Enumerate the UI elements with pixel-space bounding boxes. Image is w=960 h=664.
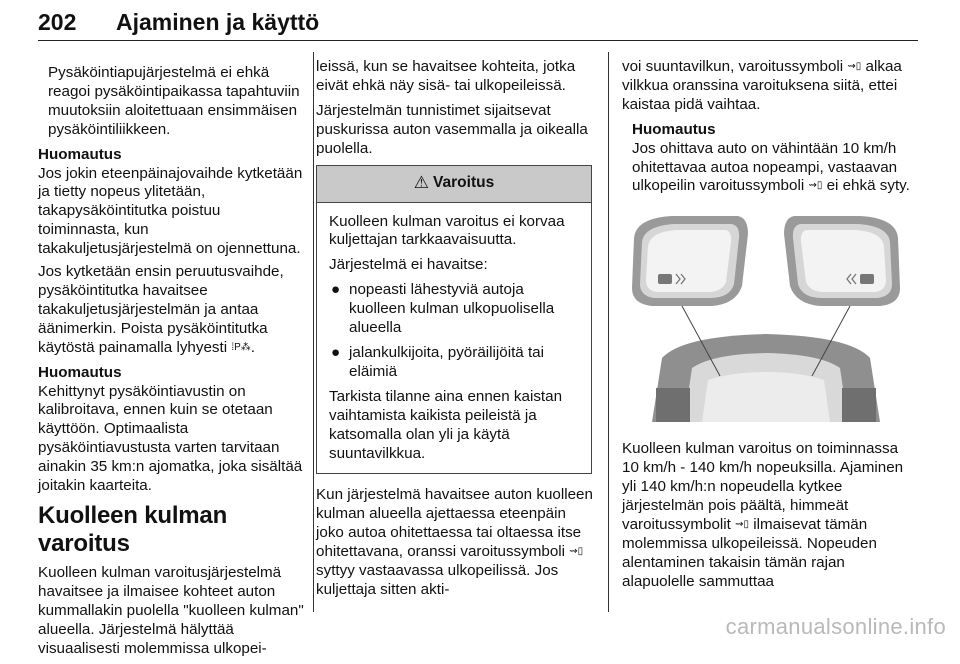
warning-icon: ⚠ xyxy=(413,173,430,193)
note xyxy=(38,146,306,259)
paragraph-text: Kun järjestelmä havaitsee auton kuolleen kulman alueella ajettaessa eteenpäin joko autoa ohitettaessa tai oltaessa itse ohitettavana, oranssi varoitussymboli xyxy=(316,486,593,561)
page-header xyxy=(38,6,918,41)
bullet-icon: ● xyxy=(331,343,341,361)
column-1 xyxy=(38,64,306,664)
parking-button-icon: ⁞P⁂ xyxy=(231,341,251,353)
section-title: Kuolleen kulman varoitus xyxy=(38,501,228,557)
bullet-icon: ● xyxy=(331,281,341,299)
paragraph xyxy=(622,440,910,591)
blind-spot-icon: ⇝▯ xyxy=(847,61,862,72)
warning-paragraph: Tarkista tilanne aina ennen kaistan vaihtamista kaikista peileistä ja katsomalla olan yli ja käytä suuntavilkkua. xyxy=(329,387,563,462)
car-rear-image xyxy=(652,334,880,422)
list-item-text: nopeasti lähestyviä autoja kuolleen kulman ulkopuolisella alueella xyxy=(349,281,555,337)
mirror-illustration xyxy=(622,208,910,422)
warning-list xyxy=(329,281,581,382)
note xyxy=(38,364,306,496)
paragraph-text: Jos kytketään ensin peruutusvaihde, pysäköintitutka havaitsee takakuljetusjärjestelmän ja antaa äänimerkin. Poista pysäköintitutka käytöstä painamalla lyhyesti xyxy=(38,263,284,356)
column-3 xyxy=(622,58,910,598)
warning-header xyxy=(317,166,591,203)
paragraph: Pysäköintiapujärjestelmä ei ehkä reagoi pysäköintipaikassa tapahtuviin muutoksiin aloitettuaan ensimmäisen pysäköintiliikkeen. xyxy=(48,64,300,138)
column-2 xyxy=(316,58,596,606)
watermark: carmanualsonline.info xyxy=(725,614,946,639)
paragraph xyxy=(622,58,910,115)
note-text: Jos jokin eteenpäinajovaihde kytketään ja tietty nopeus ylitetään, takapysäköintitutka poistuu toiminnasta, kun takakuljetusjärjestelmä on ojennettuna. xyxy=(38,164,303,258)
paragraph xyxy=(316,486,596,599)
paragraph-end: . xyxy=(250,338,256,356)
list-item-text: jalankulkijoita, pyöräilijöitä tai eläimiä xyxy=(349,343,545,380)
blind-spot-icon: ⇝▯ xyxy=(569,546,584,558)
chapter-title: Ajaminen ja käyttö xyxy=(116,9,320,35)
column-divider xyxy=(313,52,314,612)
note-heading: Huomautus xyxy=(38,363,122,381)
warning-body xyxy=(317,203,591,474)
list-item xyxy=(329,344,581,382)
warning-paragraph: Kuolleen kulman varoitus ei korvaa kuljettajan tarkkaavaisuutta. xyxy=(329,212,565,249)
note-text: Jos ohittava auto on vähintään 10 km/h ohitettavaa autoa nopeampi, vastaavan ulkopeilin varoitussymboli xyxy=(632,139,898,195)
note xyxy=(632,121,910,197)
blind-spot-icon: ⇝▯ xyxy=(808,180,823,192)
paragraph xyxy=(38,263,306,358)
paragraph: Järjestelmän tunnistimet sijaitsevat puskurissa auton vasemmalla ja oikealla puolella. xyxy=(316,101,588,157)
paragraph-text: Kuolleen kulman varoitus on toiminnassa 10 km/h - 140 km/h nopeuksilla. Ajaminen yli 140 km/h:n nopeudella kytkee järjestelmän pois päältä, himmeät varoitussymbolit xyxy=(622,440,904,533)
list-item xyxy=(329,281,581,338)
page-number: 202 xyxy=(38,9,77,35)
paragraph-text: alkaa vilkkua oranssina varoituksena siitä, ettei kaistaa pidä vaihtaa. xyxy=(622,58,902,113)
blind-spot-icon: ⇝▯ xyxy=(735,518,750,530)
note-heading: Huomautus xyxy=(38,145,122,163)
note-heading: Huomautus xyxy=(632,120,716,138)
paragraph: Kuolleen kulman varoitusjärjestelmä havaitsee ja ilmaisee kohteet auton kummallakin puolella "kuolleen kulman" alueella. Järjestelmä hälyttää visuaalisesti molemmissa ulkopei- xyxy=(38,563,304,657)
blind-spot-warning-icon xyxy=(658,274,672,284)
warning-paragraph: Järjestelmä ei havaitse: xyxy=(329,256,488,274)
blind-spot-warning-icon xyxy=(860,274,874,284)
paragraph-text: ilmaisevat tämän molemmissa ulkopeileissä. Nopeuden alentaminen takaisin tämän rajan alapuolelle sammuttaa xyxy=(622,515,877,590)
note-text: ei ehkä syty. xyxy=(826,177,910,195)
warning-box xyxy=(316,165,592,475)
note-text: Kehittynyt pysäköintiavustin on kalibroitava, ennen kuin se otetaan käyttöön. Optimaalista pysäköintiavustusta varten tarvitaan ainakin 35 km:n ajomatka, joka sisältää joitakin kaarteita. xyxy=(38,382,303,495)
paragraph-text: voi suuntavilkun, varoitussymboli xyxy=(622,58,844,75)
warning-title: Varoitus xyxy=(433,174,495,192)
paragraph: leissä, kun se havaitsee kohteita, jotka eivät ehkä näy sisä- tai ulkopeileissä. xyxy=(316,58,576,94)
paragraph-text: syttyy vastaavassa ulkopeilissä. Jos kuljettaja sitten akti- xyxy=(316,562,559,598)
column-divider xyxy=(608,52,609,612)
